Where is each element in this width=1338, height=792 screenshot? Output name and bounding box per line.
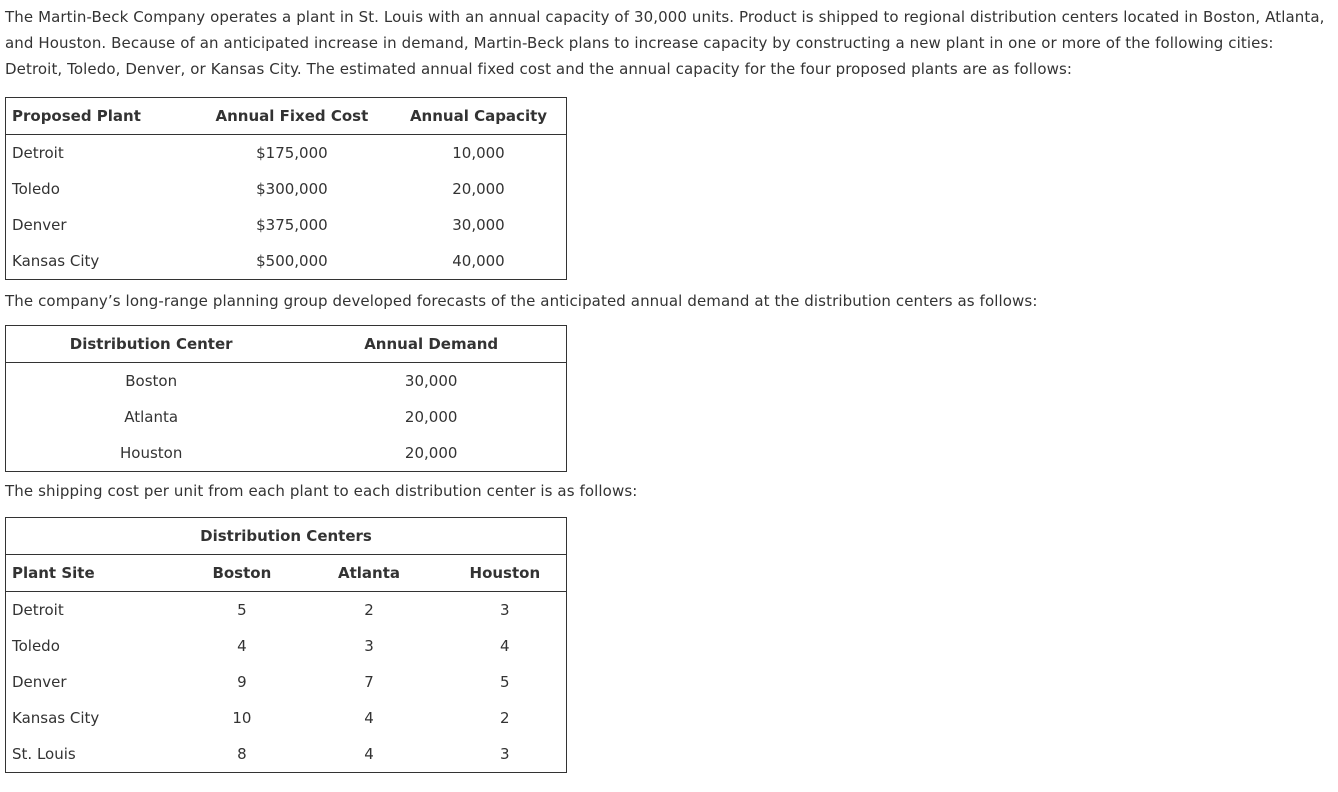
cost-houston: 3 bbox=[500, 745, 510, 763]
header-plant-site: Plant Site bbox=[6, 555, 190, 592]
header-boston: Boston bbox=[189, 555, 294, 592]
header-proposed-plant: Proposed Plant bbox=[6, 98, 193, 135]
table-row bbox=[6, 171, 567, 207]
table-row bbox=[6, 435, 567, 472]
plant-name: Detroit bbox=[12, 144, 64, 162]
plant-site: Denver bbox=[12, 673, 67, 691]
plant-site: Detroit bbox=[12, 601, 64, 619]
cost-atlanta: 2 bbox=[364, 601, 374, 619]
table-header-row bbox=[6, 326, 567, 363]
cost-boston: 9 bbox=[237, 673, 247, 691]
table-row bbox=[6, 363, 567, 400]
table-row bbox=[6, 243, 567, 280]
fixed-cost: $375,000 bbox=[256, 216, 328, 234]
capacity: 20,000 bbox=[452, 180, 505, 198]
demand-value: 20,000 bbox=[404, 444, 458, 462]
cost-boston: 10 bbox=[232, 709, 252, 727]
cost-boston: 5 bbox=[237, 601, 247, 619]
cost-atlanta: 4 bbox=[364, 745, 374, 763]
annual-demand-table bbox=[5, 325, 567, 472]
plant-name: Denver bbox=[12, 216, 67, 234]
cost-boston: 4 bbox=[237, 637, 247, 655]
header-houston: Houston bbox=[444, 555, 567, 592]
header-annual-demand: Annual Demand bbox=[296, 326, 566, 363]
center-name: Atlanta bbox=[124, 408, 179, 426]
shipping-intro-paragraph: The shipping cost per unit from each plant to each distribution center is as follows: bbox=[5, 482, 638, 500]
proposed-plants-table bbox=[5, 97, 567, 280]
plant-name: Kansas City bbox=[12, 252, 100, 270]
shipping-cost-table bbox=[5, 517, 567, 773]
center-name: Houston bbox=[120, 444, 183, 462]
fixed-cost: $500,000 bbox=[256, 252, 328, 270]
cost-atlanta: 4 bbox=[364, 709, 374, 727]
table-row bbox=[6, 399, 567, 435]
center-name: Boston bbox=[125, 372, 178, 390]
cost-houston: 3 bbox=[500, 601, 510, 619]
plant-site: Toledo bbox=[12, 637, 60, 655]
intro-paragraph: The Martin-Beck Company operates a plant in St. Louis with an annual capacity of 30,000 units. Product is shipped to regional distribution centers located in Boston, Atlanta, and Houston. Because of an anticipated increase in demand, Martin-Beck plans to increase capacity by constructing a new plant in one or more of the following cities: Detroit, Toledo, Denver, or Kansas City. The estimated annual fixed cost and the annual capacity for the four proposed plants are as follows: bbox=[5, 8, 1325, 78]
capacity: 10,000 bbox=[452, 144, 505, 162]
table-header-row bbox=[6, 98, 567, 135]
header-atlanta: Atlanta bbox=[294, 555, 443, 592]
plant-site: Kansas City bbox=[12, 709, 100, 727]
header-distribution-center: Distribution Center bbox=[6, 326, 297, 363]
capacity: 40,000 bbox=[452, 252, 505, 270]
cost-houston: 2 bbox=[500, 709, 510, 727]
table-row bbox=[6, 664, 567, 700]
capacity: 30,000 bbox=[452, 216, 505, 234]
cost-boston: 8 bbox=[237, 745, 247, 763]
demand-intro-paragraph: The company’s long-range planning group developed forecasts of the anticipated annual demand at the distribution centers as follows: bbox=[5, 292, 1038, 310]
table-row bbox=[6, 736, 567, 773]
header-annual-capacity: Annual Capacity bbox=[391, 98, 567, 135]
table-header-row bbox=[6, 555, 567, 592]
table-row bbox=[6, 592, 567, 629]
header-distribution-centers: Distribution Centers bbox=[6, 518, 567, 555]
table-row bbox=[6, 135, 567, 172]
plant-site: St. Louis bbox=[12, 745, 76, 763]
fixed-cost: $300,000 bbox=[256, 180, 328, 198]
cost-atlanta: 3 bbox=[364, 637, 374, 655]
cost-atlanta: 7 bbox=[364, 673, 374, 691]
demand-value: 20,000 bbox=[404, 408, 458, 426]
plant-name: Toledo bbox=[12, 180, 60, 198]
fixed-cost: $175,000 bbox=[256, 144, 328, 162]
cost-houston: 4 bbox=[500, 637, 510, 655]
table-row bbox=[6, 628, 567, 664]
table-row bbox=[6, 700, 567, 736]
table-caption-row bbox=[6, 518, 567, 555]
table-row bbox=[6, 207, 567, 243]
demand-value: 30,000 bbox=[404, 372, 458, 390]
header-annual-fixed-cost: Annual Fixed Cost bbox=[193, 98, 391, 135]
cost-houston: 5 bbox=[500, 673, 510, 691]
